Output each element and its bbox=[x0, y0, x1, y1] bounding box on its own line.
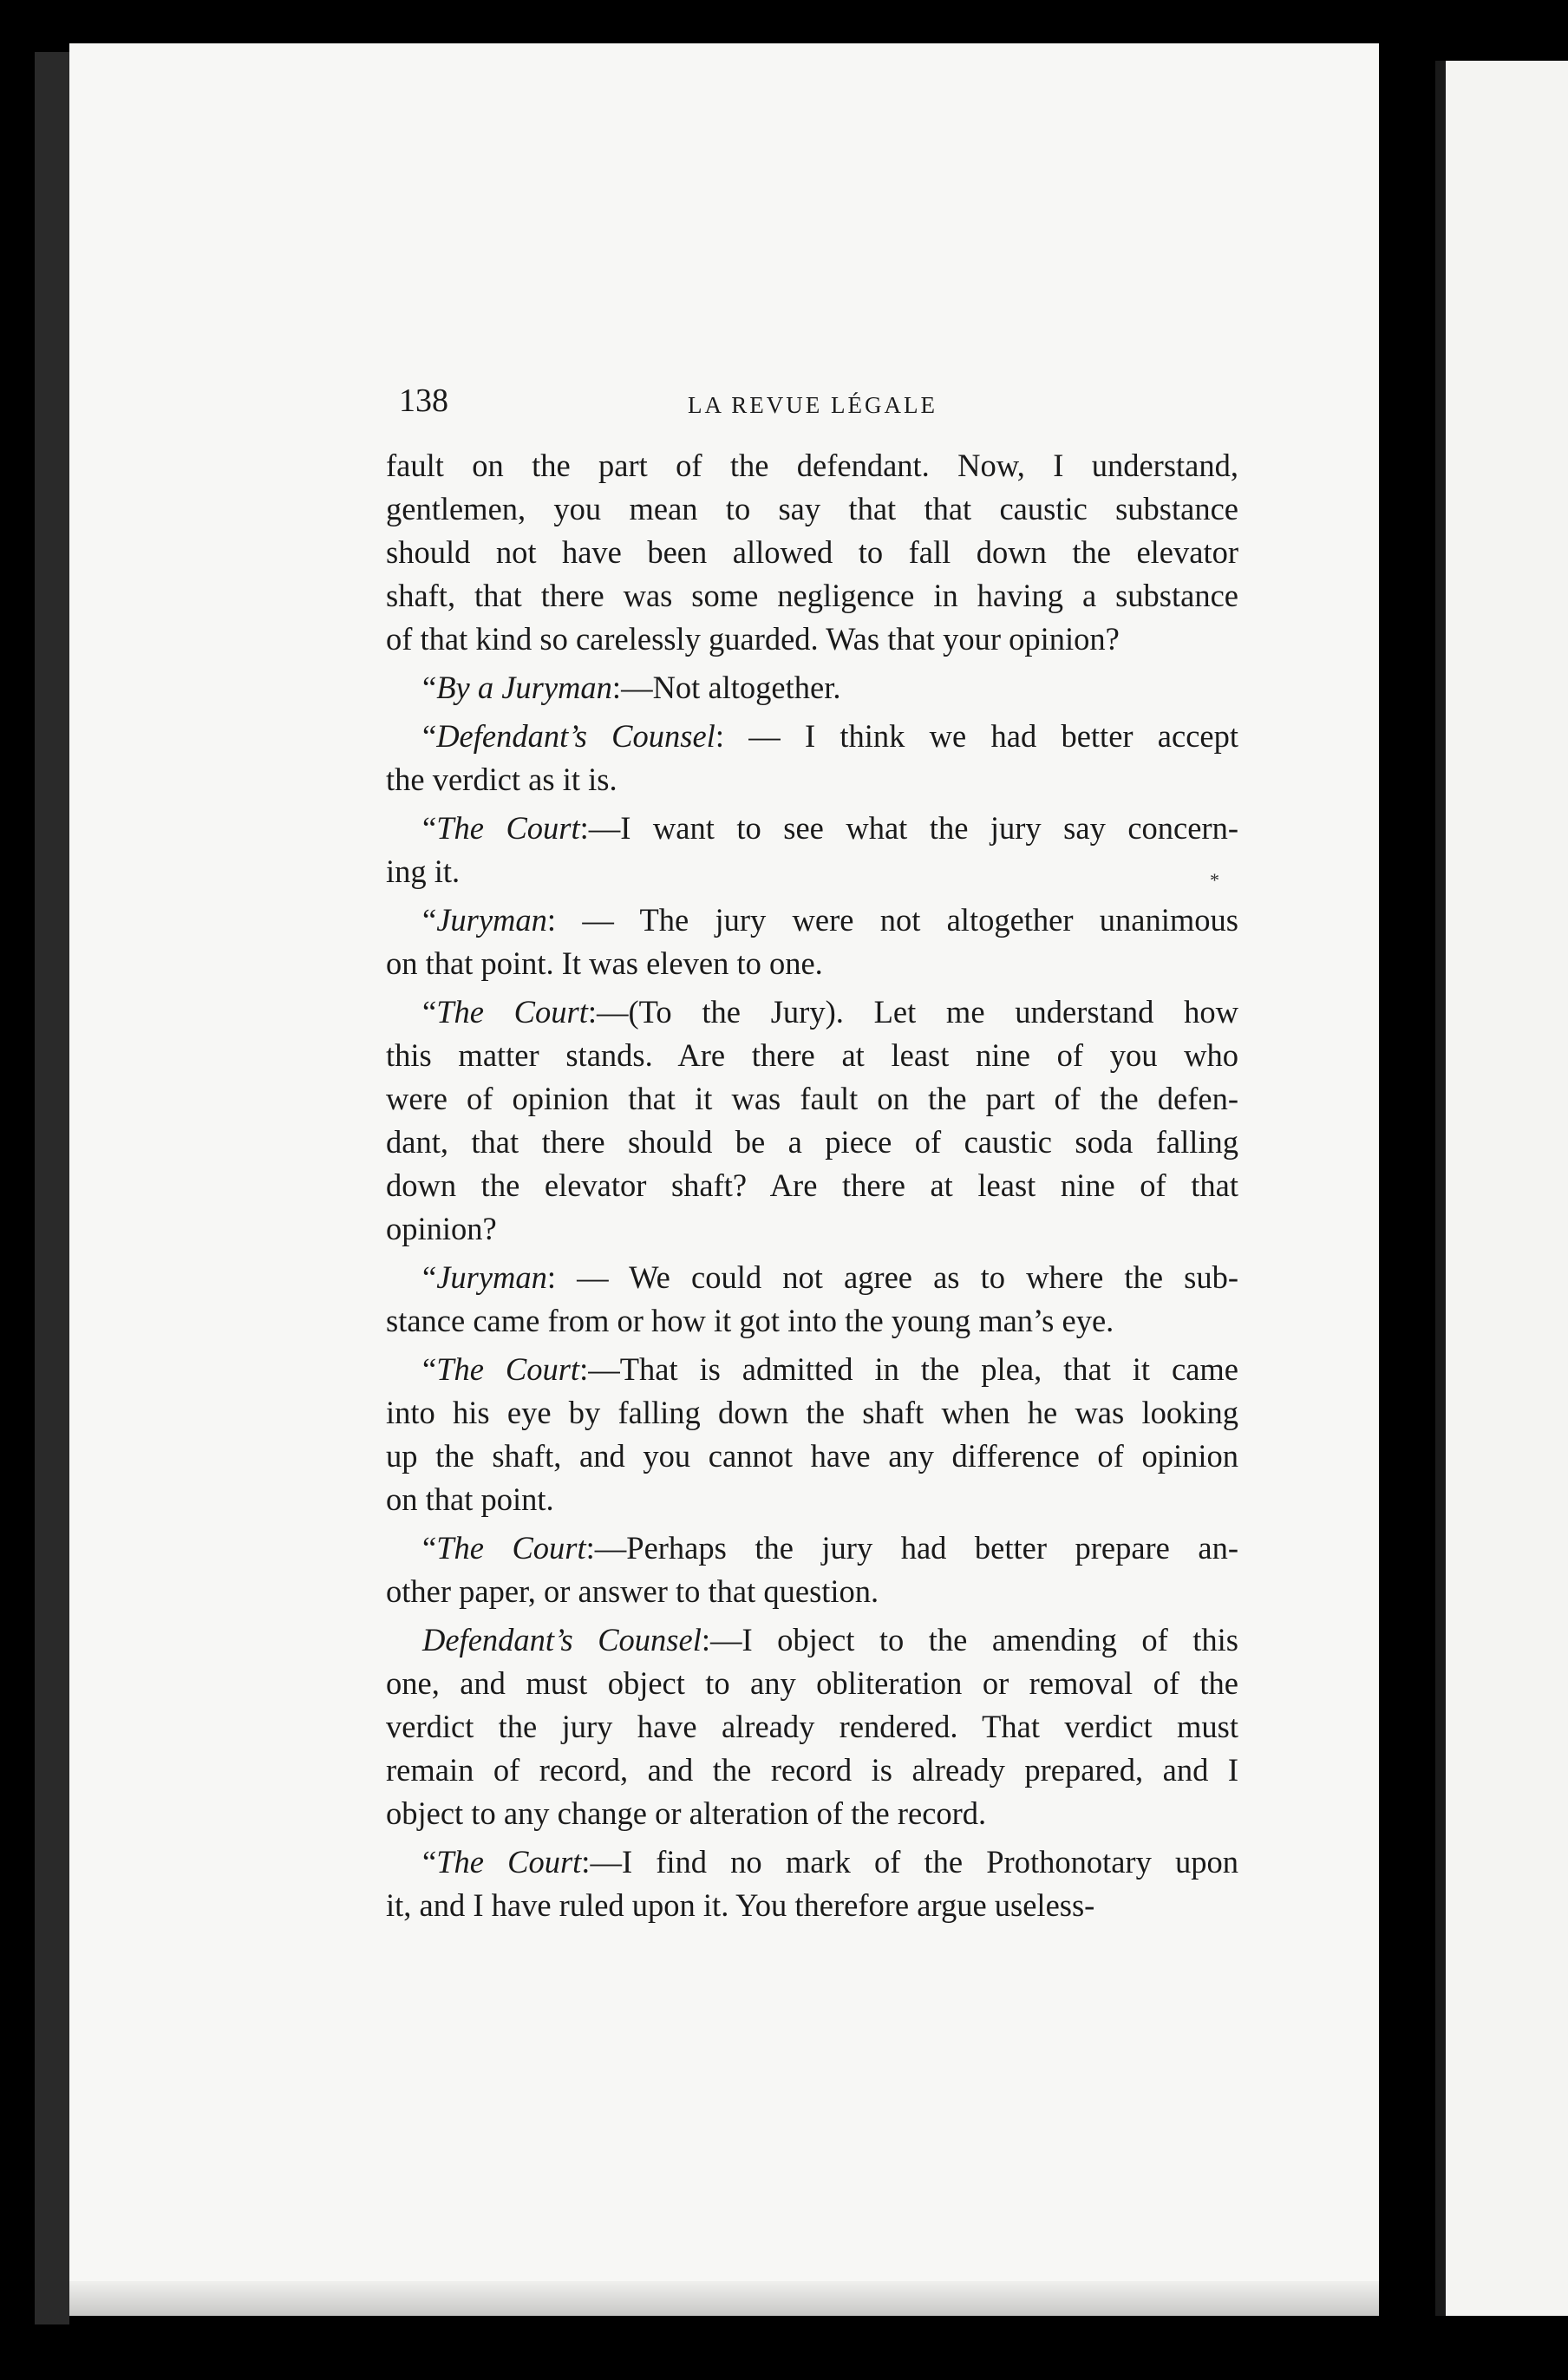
line-text: stance came from or how it got into the young man’s eye. bbox=[386, 1303, 1114, 1338]
text-line bbox=[386, 444, 1238, 487]
line-text-continued: :—I want to see what the jury say concern- bbox=[579, 810, 1238, 846]
text-line bbox=[386, 899, 1238, 942]
line-text: “ bbox=[422, 1844, 437, 1880]
text-line bbox=[386, 1299, 1238, 1343]
paragraph bbox=[386, 899, 1238, 985]
line-text-continued: : — We could not agree as to where the sub- bbox=[546, 1259, 1238, 1295]
text-line bbox=[386, 1527, 1238, 1570]
paragraph bbox=[386, 1348, 1238, 1521]
line-text: into his eye by falling down the shaft when he was looking bbox=[386, 1395, 1238, 1430]
line-text: of that kind so carelessly guarded. Was that your opinion? bbox=[386, 621, 1120, 657]
text-line bbox=[386, 531, 1238, 574]
text-line bbox=[386, 942, 1238, 985]
line-text: “ bbox=[422, 1530, 437, 1566]
line-text-continued: :—That is admitted in the plea, that it came bbox=[579, 1351, 1238, 1387]
text-line bbox=[386, 1478, 1238, 1521]
text-line bbox=[386, 807, 1238, 850]
line-text: it, and I have ruled upon it. You therefore argue useless- bbox=[386, 1887, 1095, 1923]
paragraph bbox=[386, 1256, 1238, 1343]
line-text: were of opinion that it was fault on the part of the defen- bbox=[386, 1081, 1238, 1116]
text-line bbox=[386, 715, 1238, 758]
text-line bbox=[386, 1749, 1238, 1792]
line-text: “ bbox=[422, 1351, 437, 1387]
line-text: this matter stands. Are there at least nine of you who bbox=[386, 1037, 1238, 1073]
speaker-name: The Court bbox=[436, 1351, 580, 1387]
page-header bbox=[399, 382, 1232, 434]
line-text: “ bbox=[422, 718, 437, 754]
text-line bbox=[386, 487, 1238, 531]
line-text-continued: :—Perhaps the jury had better prepare an- bbox=[585, 1530, 1238, 1566]
body-text bbox=[386, 444, 1238, 1932]
text-line bbox=[386, 1435, 1238, 1478]
page-number: 138 bbox=[399, 382, 448, 419]
text-line bbox=[386, 1662, 1238, 1705]
speaker-name: The Court bbox=[436, 810, 580, 846]
text-line bbox=[386, 666, 1238, 709]
text-line bbox=[386, 1841, 1238, 1884]
line-text-continued: :—I find no mark of the Prothonotary upon bbox=[581, 1844, 1238, 1880]
paragraph bbox=[386, 807, 1238, 893]
page-bottom-shadow bbox=[69, 2281, 1379, 2316]
line-text-continued: :—I object to the amending of this bbox=[701, 1622, 1238, 1658]
text-line bbox=[386, 574, 1238, 618]
stray-mark: * bbox=[1210, 869, 1219, 891]
line-text: “ bbox=[422, 994, 437, 1030]
text-line bbox=[386, 1391, 1238, 1435]
scan-left-edge bbox=[35, 52, 69, 2324]
text-line bbox=[386, 618, 1238, 661]
line-text: dant, that there should be a piece of caustic soda falling bbox=[386, 1124, 1238, 1160]
line-text: “ bbox=[422, 810, 437, 846]
speaker-name: The Court bbox=[436, 994, 588, 1030]
line-text-continued: :—Not altogether. bbox=[611, 670, 841, 705]
speaker-name: By a Juryman bbox=[436, 670, 612, 705]
text-line bbox=[386, 758, 1238, 801]
speaker-name: Juryman bbox=[436, 1259, 547, 1295]
line-text: opinion? bbox=[386, 1211, 497, 1246]
text-line bbox=[386, 991, 1238, 1034]
line-text: “ bbox=[422, 670, 437, 705]
speaker-name: Defendant’s Counsel bbox=[422, 1622, 702, 1658]
speaker-name: Juryman bbox=[436, 902, 547, 938]
line-text: “ bbox=[422, 902, 437, 938]
line-text: object to any change or alteration of the record. bbox=[386, 1795, 987, 1831]
line-text: “ bbox=[422, 1259, 437, 1295]
text-line bbox=[386, 1884, 1238, 1927]
line-text-continued: :—(To the Jury). Let me understand how bbox=[587, 994, 1238, 1030]
speaker-name: The Court bbox=[436, 1844, 582, 1880]
paragraph bbox=[386, 715, 1238, 801]
text-line bbox=[386, 1705, 1238, 1749]
paragraph bbox=[386, 444, 1238, 661]
text-line bbox=[386, 850, 1238, 893]
text-line bbox=[386, 1570, 1238, 1613]
line-text: fault on the part of the defendant. Now, I understand, bbox=[386, 448, 1238, 483]
text-line bbox=[386, 1618, 1238, 1662]
line-text: shaft, that there was some negligence in having a substance bbox=[386, 578, 1238, 613]
line-text: on that point. It was eleven to one. bbox=[386, 945, 823, 981]
speaker-name: The Court bbox=[436, 1530, 586, 1566]
text-line bbox=[386, 1121, 1238, 1164]
line-text: ing it. bbox=[386, 853, 461, 889]
paragraph bbox=[386, 1527, 1238, 1613]
paragraph bbox=[386, 666, 1238, 709]
line-text: gentlemen, you mean to say that that caustic substance bbox=[386, 491, 1238, 526]
line-text: on that point. bbox=[386, 1481, 554, 1517]
line-text-continued: : — The jury were not altogether unanimous bbox=[546, 902, 1238, 938]
line-text: one, and must object to any obliteration or removal of the bbox=[386, 1665, 1238, 1701]
speaker-name: Defendant’s Counsel bbox=[436, 718, 715, 754]
text-line bbox=[386, 1207, 1238, 1251]
text-line bbox=[386, 1792, 1238, 1835]
text-line bbox=[386, 1164, 1238, 1207]
line-text-continued: : — I think we had better accept bbox=[715, 718, 1238, 754]
line-text: remain of record, and the record is already prepared, and I bbox=[386, 1752, 1238, 1788]
paragraph bbox=[386, 1618, 1238, 1835]
running-head: LA REVUE LÉGALE bbox=[688, 392, 938, 418]
line-text: the verdict as it is. bbox=[386, 762, 617, 797]
paragraph bbox=[386, 1841, 1238, 1927]
text-line bbox=[386, 1256, 1238, 1299]
line-text: verdict the jury have already rendered. That verdict must bbox=[386, 1709, 1238, 1744]
text-line bbox=[386, 1077, 1238, 1121]
line-text: should not have been allowed to fall down the elevator bbox=[386, 534, 1238, 570]
line-text: other paper, or answer to that question. bbox=[386, 1573, 879, 1609]
line-text: up the shaft, and you cannot have any difference of opinion bbox=[386, 1438, 1238, 1474]
paragraph bbox=[386, 991, 1238, 1251]
text-line bbox=[386, 1034, 1238, 1077]
text-line bbox=[386, 1348, 1238, 1391]
line-text: down the elevator shaft? Are there at least nine of that bbox=[386, 1167, 1238, 1203]
facing-page-edge bbox=[1435, 61, 1568, 2316]
